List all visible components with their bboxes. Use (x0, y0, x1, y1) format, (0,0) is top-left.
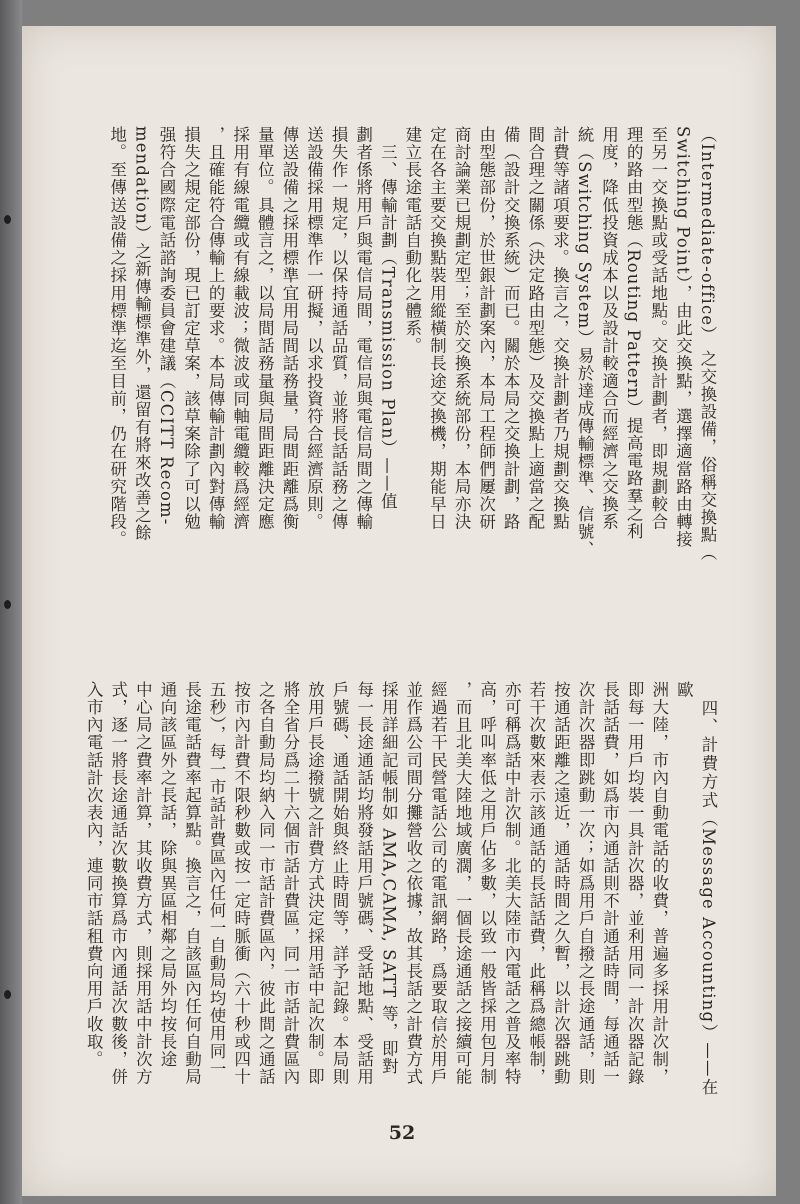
text-line: 五秒），每一市話計費區內任何一自動局均使用同一 (207, 681, 227, 1078)
text-line: 傳送設備之採用標準宜用局間話務量，局間距離爲衡 (279, 126, 299, 531)
text-line: 商討論業已規劃定型；至於交換系統部份，本局亦決 (452, 126, 472, 531)
text-line: 並作爲公司間分攤營收之依據，故其長話之計費方式 (403, 681, 423, 1086)
text-line: 間合理之關係（決定路由型態）及交換點上適當之配 (525, 126, 545, 531)
text-line: 用度，降低投資成本以及設計較適合而經濟之交換系 (599, 126, 619, 531)
book-page (22, 26, 776, 1196)
text-line: 將全省分爲二十六個市話計費區，同一市話計費區內 (280, 681, 300, 1086)
text-line: 計費等諸項要求。換言之，交換計劃者乃規劃交換點 (550, 126, 570, 531)
page-number: 52 (388, 1122, 416, 1144)
text-line: 損失之規定部份，現已訂定草案，該草案除了可以勉 (181, 126, 201, 531)
text-line: 按市內計費不限秒數或按一定時脈衝（六十秒或四十 (231, 681, 251, 1086)
text-line: 地。至傳送設備之採用標準迄至目前，仍在研究階段。 (107, 126, 127, 549)
text-line: Switching Point），由此交換點，選擇適當路由轉接 (673, 126, 693, 549)
text-line: 長途電話費率起算點。換言之，自該區內任何自動局 (182, 681, 202, 1086)
text-line: 劃者係將用戶與電信局間，電信局與電信局間之傳輸 (353, 126, 373, 531)
text-line: 四、計費方式（Message Accounting）——在歐 (674, 681, 718, 1096)
text-line: 亦可稱爲話中計次制。北美大陸市內電話之普及率特 (502, 681, 522, 1086)
text-line: ，而且北美大陸地域廣濶，一個長途通話之接續可能 (453, 681, 473, 1086)
text-line: 送設備採用標準作一研擬，以求投資符合經濟原則。 (304, 126, 324, 531)
text-line: 洲大陸，市內自動電話的收費，普遍多採用計次制， (649, 681, 669, 1086)
text-line: 戶號碼、通話開始與終止時間等，詳予記錄。本局則 (330, 681, 350, 1086)
text-line: 每一長途通話均將發話用戶號碼、受話地點、受話用 (354, 681, 374, 1086)
text-line: 定在各主要交換點裝用縱橫制長途交換機，期能早日 (427, 126, 447, 531)
text-line: 通向該區外之長話，除與異區相鄰之局外均按長途 (157, 681, 177, 1069)
text-line: 採用詳細記帳制如 AMA,CAMA, SATT 等，即對 (379, 681, 399, 1076)
text-line: 中心局之費率計算，其收費方式，則採用話中計次方 (133, 681, 153, 1086)
binding-hole (4, 600, 11, 609)
text-line: 高，呼叫率低之用戶佔多數，以致一般皆採用包月制 (477, 681, 497, 1086)
lower-text-block (82, 681, 720, 1096)
text-line: 至另一交換點或受話地點。交換計劃者，即規劃較合 (648, 126, 668, 531)
text-line: ，且確能符合傳輸上的要求。本局傳輸計劃內對傳輸 (206, 126, 226, 531)
text-line: 次計次器即跳動一次；如爲用戶自撥之長途通話，則 (576, 681, 596, 1086)
text-line: 放用戶長途撥號之計費方式決定採用話中記次制。即 (305, 681, 325, 1086)
text-line: 强符合國際電話諮詢委員會建議（CCITT Recom- (156, 126, 176, 526)
text-line: 統（Switching System）易於達成傳輸標準、信號、 (575, 126, 595, 559)
text-line: 長話話費，如爲市內通話則不計通話時間，每通話一 (600, 681, 620, 1086)
text-line: （Intermediate-office） 之交換設備，俗稱交換點（ (698, 126, 717, 562)
text-line: mendation）之新傳輸標準外，還留有將來改善之餘 (132, 126, 152, 542)
text-line: 理的路由型態（Routing Pattern）提高電路羣之利 (624, 126, 644, 541)
text-line: 三、傳輸計劃（Transmission Plan）——值 (378, 126, 398, 511)
binding-hole (4, 990, 11, 999)
text-line: 備（設計交換系統）而已。關於本局之交換計劃，路 (501, 126, 521, 531)
text-line: 量單位。具體言之，以局間話務量與局間距離決定應 (255, 126, 275, 531)
text-line: 入市內電話計次表內，連同市話租費向用戶收取。 (84, 681, 104, 1069)
text-line: 即每一用戶均裝一具計次器，並利用同一計次器記錄 (625, 681, 645, 1086)
text-line: 按通話距離之遠近，通話時間之久暫，以計次器跳動 (551, 681, 571, 1086)
text-line: 建立長途電話自動化之體系。 (402, 126, 422, 355)
text-line: 損失作一規定，以保持通話品質，並將長話話務之傳 (329, 126, 349, 531)
binding-hole (4, 215, 11, 224)
text-line: 之各自動局均納入同一市話計費區內，彼此間之通話 (256, 681, 276, 1086)
text-line: 若干次數來表示該通話的長話話費，此稱爲總帳制， (526, 681, 546, 1086)
text-line: 採用有線電纜或有線載波；微波或同軸電纜較爲經濟 (230, 126, 250, 531)
upper-text-block (97, 126, 719, 616)
text-line: 由型態部份，於世銀計劃案內，本局工程師們屢次研 (476, 126, 496, 531)
text-line: 式，逐一將長途通話次數換算爲市內通話次數後，併 (108, 681, 128, 1086)
text-line: 經過若干民營電話公司的電訊網路，爲要取信於用戶 (428, 681, 448, 1086)
